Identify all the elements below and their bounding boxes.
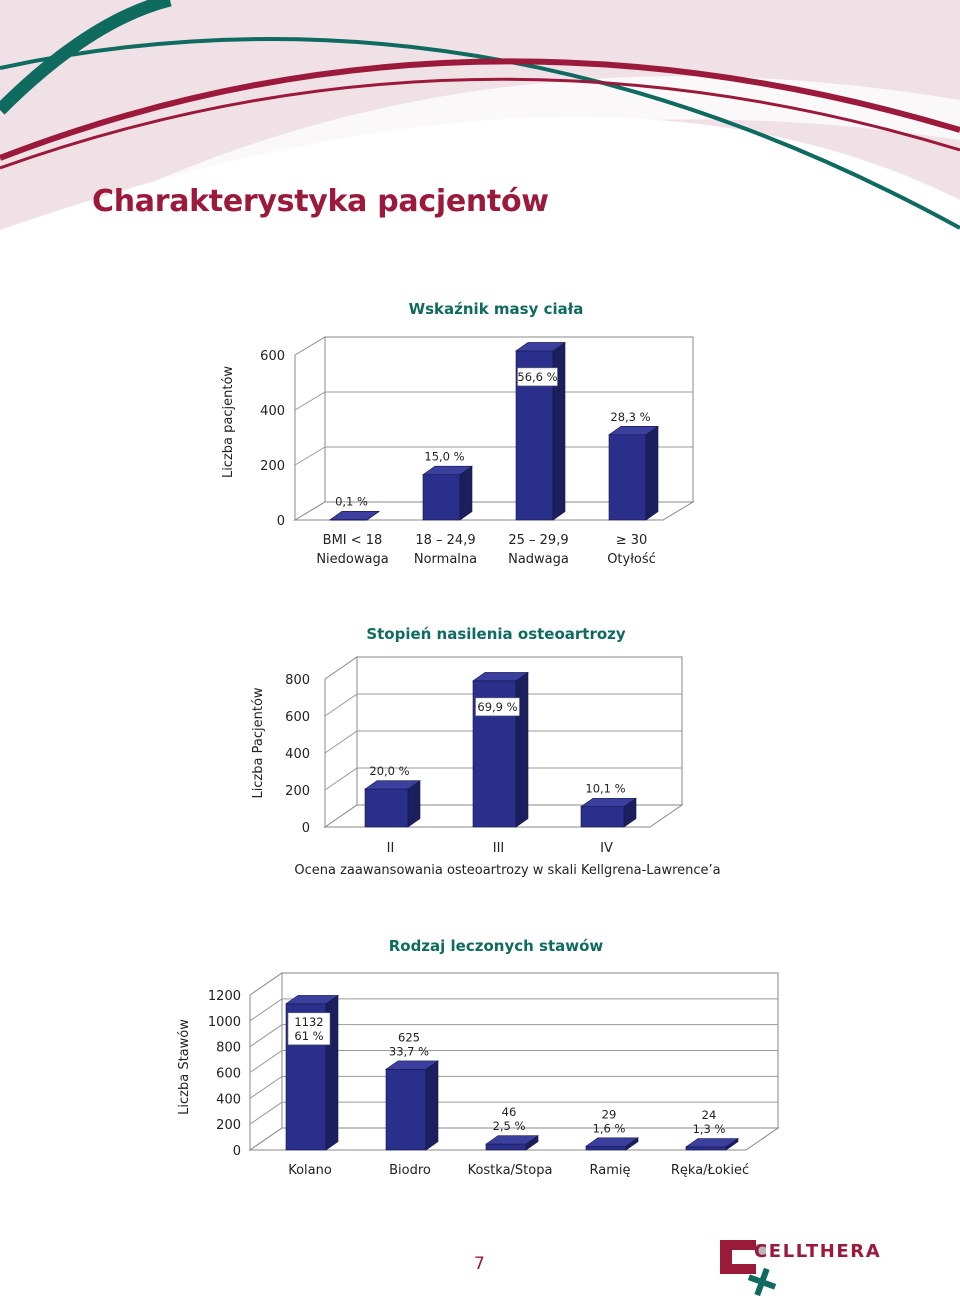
bar — [423, 475, 460, 520]
y-tick-label: 800 — [285, 673, 310, 688]
y-tick-label: 600 — [216, 1066, 241, 1082]
x-tick-label: III — [492, 841, 505, 856]
y-tick-label: 200 — [260, 459, 285, 474]
osteoarthritis-grade-chart — [0, 615, 960, 915]
x-tick-label: Ramię — [589, 1163, 631, 1178]
data-label: 1,3 % — [692, 1121, 726, 1136]
y-tick-label: 400 — [216, 1092, 241, 1108]
data-label: 69,9 % — [477, 699, 518, 714]
y-tick-label: 400 — [285, 747, 310, 762]
y-axis-label: Liczba Stawów — [177, 1019, 192, 1115]
x-tick-label: Normalna — [413, 552, 478, 567]
data-label: 56,6 % — [517, 369, 558, 384]
x-tick-label: IV — [600, 841, 613, 856]
x-tick-label: Otyłość — [607, 552, 656, 567]
bar — [586, 1146, 626, 1150]
data-label: 1,6 % — [592, 1121, 626, 1136]
x-tick-label: 25 – 29,9 — [508, 533, 569, 548]
bar-side — [460, 466, 472, 520]
y-tick-label: 600 — [285, 710, 310, 725]
data-label: 20,0 % — [369, 764, 410, 779]
bmi-chart — [0, 290, 960, 580]
bar-side — [426, 1061, 438, 1150]
x-tick-label: II — [386, 841, 395, 856]
x-axis-label: Ocena zaawansowania osteoartrozy w skali Kellgrena-Lawrence’a — [294, 863, 721, 878]
data-label: 33,7 % — [388, 1044, 430, 1059]
y-axis-label: Liczba pacjentów — [221, 365, 236, 479]
chart-title: Rodzaj leczonych stawów — [388, 937, 604, 955]
cellthera-logo — [716, 1234, 882, 1308]
x-tick-label: Nadwaga — [508, 552, 569, 567]
chart-svg — [0, 290, 960, 580]
chart-title: Stopień nasilenia osteoartrozy — [366, 625, 626, 643]
data-label: 10,1 % — [585, 781, 626, 796]
bar — [365, 789, 408, 827]
chart-svg — [0, 925, 960, 1205]
data-label: 1132 — [294, 1014, 324, 1029]
page-title: Charakterystyka pacjentów — [92, 184, 549, 219]
bar — [486, 1144, 526, 1150]
y-tick-label: 200 — [216, 1118, 241, 1134]
x-tick-label: Kostka/Stopa — [467, 1163, 553, 1178]
data-label: 0,1 % — [335, 494, 368, 509]
header-decoration — [0, 0, 960, 300]
y-tick-label: 600 — [260, 349, 285, 364]
y-tick-label: 0 — [301, 821, 310, 836]
left-wall — [295, 337, 325, 520]
data-label: 625 — [398, 1030, 420, 1045]
bar — [686, 1147, 726, 1150]
bar — [581, 807, 624, 827]
data-label: 61 % — [294, 1028, 324, 1043]
y-tick-label: 800 — [216, 1040, 241, 1056]
data-label: 28,3 % — [610, 409, 651, 424]
y-tick-label: 1200 — [207, 989, 241, 1004]
x-tick-label: Niedowaga — [316, 552, 389, 567]
data-label: 29 — [601, 1107, 617, 1122]
data-label: 15,0 % — [424, 449, 465, 464]
data-label: 46 — [501, 1105, 517, 1120]
x-tick-label: Kolano — [288, 1163, 332, 1178]
y-axis-label: Liczba Pacjentów — [251, 687, 266, 799]
bar-side — [516, 672, 528, 827]
y-tick-label: 1000 — [207, 1014, 241, 1030]
logo-text: CELLTHERA — [754, 1241, 882, 1262]
data-label: 24 — [701, 1107, 717, 1122]
y-tick-label: 200 — [285, 784, 310, 799]
chart-svg — [0, 615, 960, 915]
x-tick-label: BMI < 18 — [322, 533, 383, 548]
y-tick-label: 0 — [276, 514, 285, 529]
x-tick-label: 18 – 24,9 — [415, 533, 476, 548]
bar — [386, 1069, 426, 1150]
bar-side — [646, 426, 658, 520]
y-tick-label: 0 — [232, 1144, 241, 1159]
data-label: 2,5 % — [492, 1119, 526, 1134]
bar — [609, 435, 646, 520]
x-tick-label: Biodro — [389, 1163, 431, 1178]
chart-title: Wskaźnik masy ciała — [408, 300, 584, 318]
x-tick-label: Ręka/Łokieć — [670, 1163, 750, 1178]
joint-type-chart — [0, 925, 960, 1205]
page-number: 7 — [474, 1254, 485, 1274]
x-tick-label: ≥ 30 — [615, 533, 648, 548]
y-tick-label: 400 — [260, 404, 285, 419]
